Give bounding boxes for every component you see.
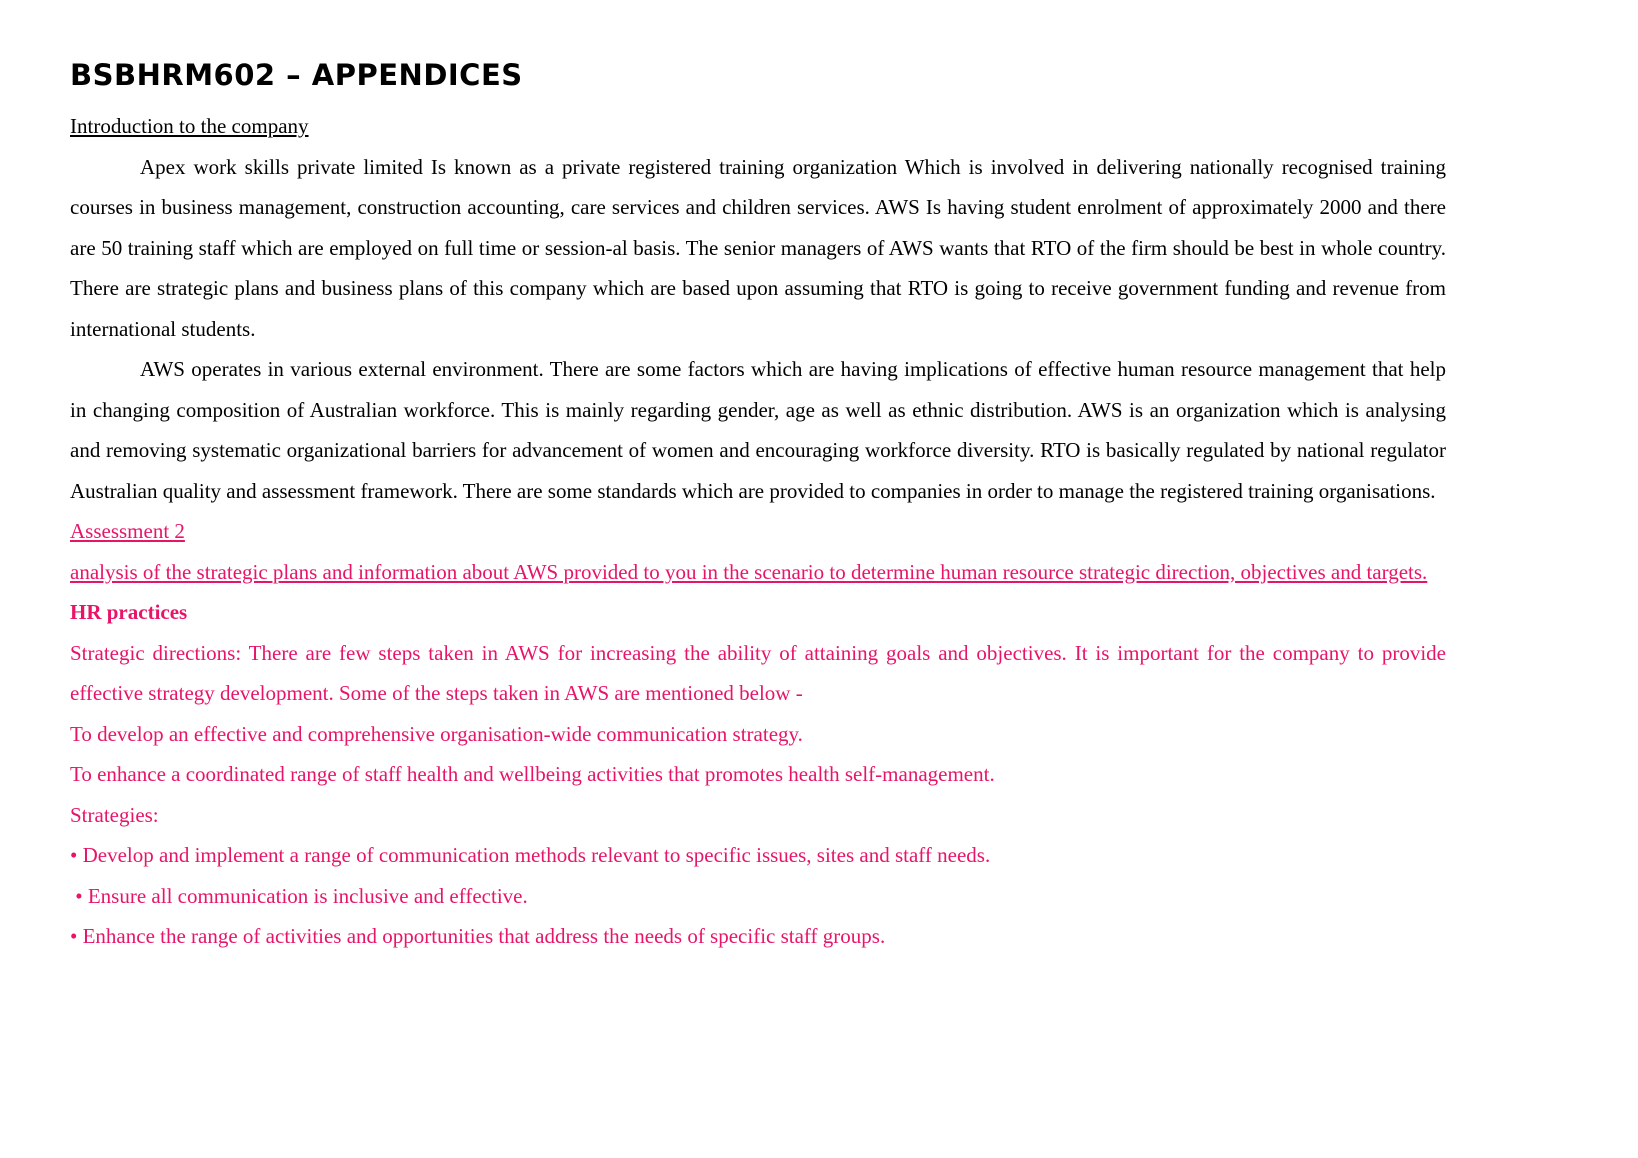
intro-heading: [70, 106, 1446, 147]
assessment-heading-text: Assessment 2: [70, 519, 185, 543]
assessment-heading: [70, 511, 1446, 552]
strategy-bullet-1: • Develop and implement a range of communication methods relevant to specific issues, sites and staff needs.: [70, 843, 991, 867]
document-page: [70, 50, 1446, 957]
strategies-label: Strategies:: [70, 802, 159, 827]
strategy-bullet-3: • Enhance the range of activities and opportunities that address the needs of specific staff groups.: [70, 924, 886, 948]
document-title: BSBHRM602 – APPENDICES: [70, 58, 523, 92]
intro-paragraph-1: Apex work skills private limited Is known as a private registered training organization Which is involved in delivering nationally recognised training courses in business management, construction accounting, care services and children services. AWS Is having student enrolment of approximately 2000 and there are 50 training staff which are employed on full time or session-al basis. The senior managers of AWS wants that RTO of the firm should be best in whole country. There are strategic plans and business plans of this company which are based upon assuming that RTO is going to receive government funding and revenue from international students.: [70, 154, 1446, 341]
intro-paragraph-2: AWS operates in various external environment. There are some factors which are having implications of effective human resource management that help in changing composition of Australian workforce. This is mainly regarding gender, age as well as ethnic distribution. AWS is an organization which is analysing and removing systematic organizational barriers for advancement of women and encouraging workforce diversity. RTO is basically regulated by national regulator Australian quality and assessment framework. There are some standards which are provided to companies in order to manage the registered training organisations.: [70, 357, 1446, 503]
hr-practices-heading: HR practices: [70, 600, 188, 624]
assessment-task: analysis of the strategic plans and information about AWS provided to you in the scenario to determine human resource strategic direction, objectives and targets.: [70, 559, 1428, 584]
strategy-bullet-2: • Ensure all communication is inclusive and effective.: [70, 883, 528, 908]
goal-item-2: To enhance a coordinated range of staff health and wellbeing activities that promotes health self-management.: [70, 762, 995, 786]
intro-heading-text: Introduction to the company: [70, 114, 309, 138]
goal-item-1: To develop an effective and comprehensive organisation-wide communication strategy.: [70, 721, 803, 746]
strategic-directions-paragraph: Strategic directions: There are few steps taken in AWS for increasing the ability of attaining goals and objectives. It is important for the company to provide effective strategy development. Some of the steps taken in AWS are mentioned below -: [70, 640, 1446, 705]
